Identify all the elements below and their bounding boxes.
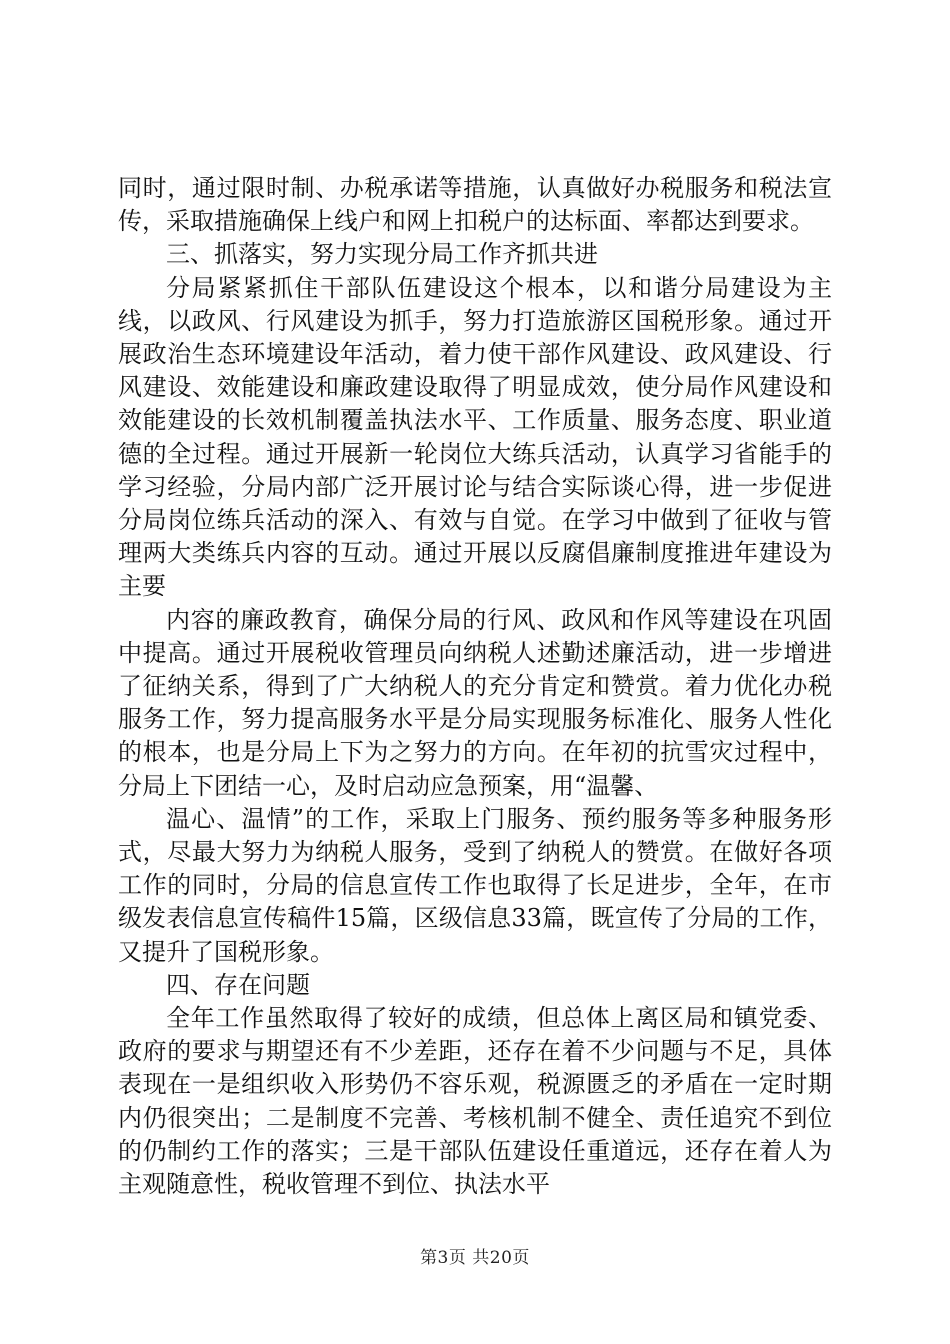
page-number-footer: 第3页 共20页 [420,1248,530,1268]
paragraph: 内容的廉政教育，确保分局的行风、政风和作风等建设在巩固中提高。通过开展税收管理员向纳税人述勤述廉活动，进一步增进了征纳关系，得到了广大纳税人的充分肯定和赞赏。着力优化办税服务工作，努力提高服务水平是分局实现服务标准化、服务人性化的根本，也是分局上下为之努力的方向。在年初的抗雪灾过程中，分局上下团结一心，及时启动应急预案，用“温馨、 [118,605,832,800]
section-heading-three: 三、抓落实，努力实现分局工作齐抓共进 [166,240,598,269]
paragraph: 全年工作虽然取得了较好的成绩，但总体上离区局和镇党委、政府的要求与期望还有不少差距，还存在着不少问题与不足，具体表现在一是组织收入形势仍不容乐观，税源匮乏的矛盾在一定时期内仍很突出；二是制度不完善、考核机制不健全、责任追究不到位的仍制约工作的落实；三是干部队伍建设任重道远，还存在着人为主观随意性，税收管理不到位、执法水平 [118,1004,832,1199]
paragraph-continuation: 同时，通过限时制、办税承诺等措施，认真做好办税服务和税法宣传，采取措施确保上线户和网上扣税户的达标面、率都达到要求。 [118,174,832,236]
section-heading-four: 四、存在问题 [166,970,310,999]
paragraph: 温心、温情”的工作，采取上门服务、预约服务等多种服务形式，尽最大努力为纳税人服务，受到了纳税人的赞赏。在做好各项工作的同时，分局的信息宣传工作也取得了长足进步，全年，在市级发表信息宣传稿件15篇，区级信息33篇，既宣传了分局的工作，又提升了国税形象。 [118,804,832,966]
document-body [118,172,832,1201]
paragraph: 分局紧紧抓住干部队伍建设这个根本，以和谐分局建设为主线，以政风、行风建设为抓手，努力打造旅游区国税形象。通过开展政治生态环境建设年活动，着力使干部作风建设、政风建设、行风建设、效能建设和廉政建设取得了明显成效，使分局作风建设和效能建设的长效机制覆盖执法水平、工作质量、服务态度、职业道德的全过程。通过开展新一轮岗位大练兵活动，认真学习省能手的学习经验，分局内部广泛开展讨论与结合实际谈心得，进一步促进分局岗位练兵活动的深入、有效与自觉。在学习中做到了征收与管理两大类练兵内容的互动。通过开展以反腐倡廉制度推进年建设为主要 [118,273,832,601]
